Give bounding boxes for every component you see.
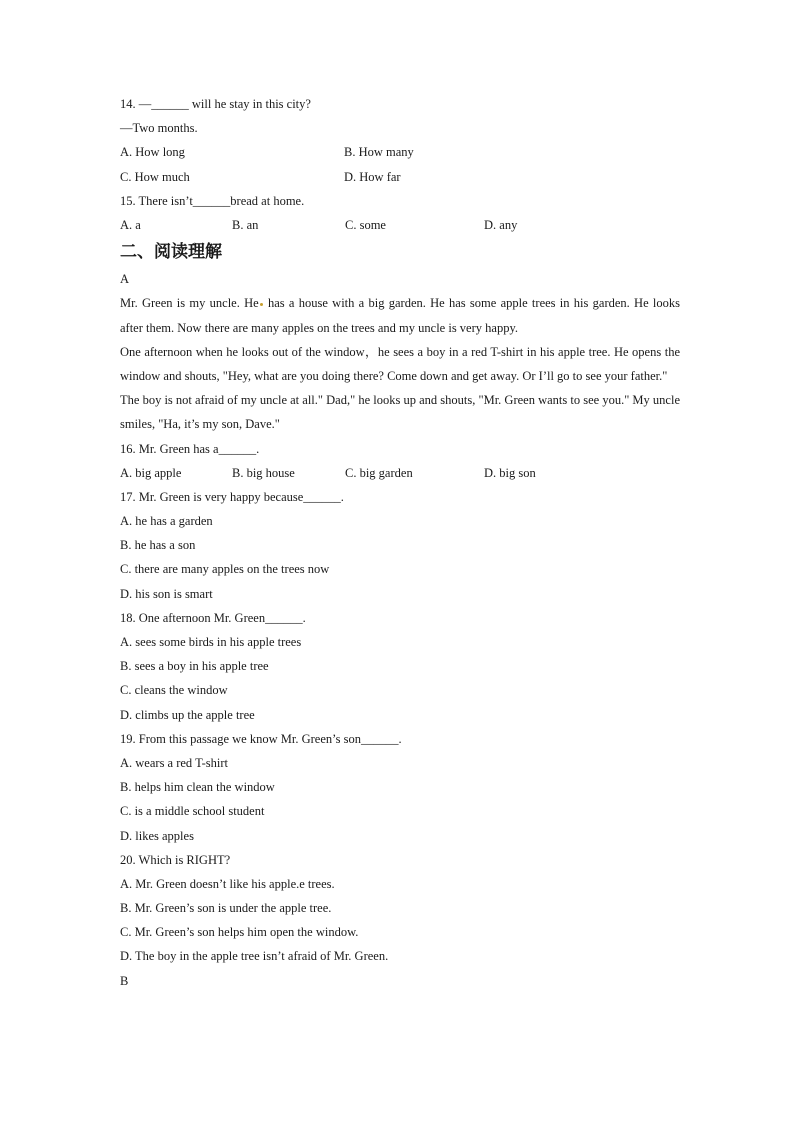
q14-option-a: A. How long	[120, 145, 185, 160]
q15-stem: 15. There isn’t______bread at home.	[120, 193, 305, 208]
q14-options-row2	[120, 165, 680, 189]
q16-option-c: C. big garden	[345, 465, 413, 480]
q14-option-c: C. How much	[120, 169, 190, 184]
q20-option-d: D. The boy in the apple tree isn’t afraid of Mr. Green.	[120, 949, 389, 964]
q17-option-a: A. he has a garden	[120, 514, 213, 529]
q17-option-b: B. he has a son	[120, 538, 196, 553]
passage-b-label: B	[120, 973, 129, 988]
q16-option-d: D. big son	[484, 465, 536, 480]
q16-option-a: A. big apple	[120, 465, 182, 480]
q17-option-c: C. there are many apples on the trees now	[120, 562, 330, 577]
q14-option-d: D. How far	[344, 169, 401, 184]
q19-option-d: D. likes apples	[120, 828, 194, 843]
passage-a-paragraph-1	[120, 291, 680, 339]
q15-option-d: D. any	[484, 217, 518, 232]
q17-option-d: D. his son is smart	[120, 586, 213, 601]
q18-stem: 18. One afternoon Mr. Green______.	[120, 610, 306, 625]
q14-options-row1	[120, 140, 680, 164]
q16-stem: 16. Mr. Green has a______.	[120, 441, 260, 456]
q16-option-b: B. big house	[232, 465, 295, 480]
q18-option-b: B. sees a boy in his apple tree	[120, 659, 269, 674]
passage-a-p1-part2: has a house with a big garden. He has some apple trees in his garden. He looks after them. Now there are many apples on the trees and my uncle is very happy.	[120, 296, 680, 335]
passage-a-paragraph-3: The boy is not afraid of my uncle at all." Dad," he looks up and shouts, "Mr. Green wants to see you." My uncle smiles, "Ha, it’s my son, Dave."	[120, 393, 680, 432]
passage-a-p1-part1: Mr. Green is my uncle. He	[120, 296, 259, 311]
q15-option-c: C. some	[345, 217, 386, 232]
passage-a-label: A	[120, 272, 130, 287]
document-page	[120, 92, 680, 993]
q18-option-a: A. sees some birds in his apple trees	[120, 635, 302, 650]
q14-answer-line: —Two months.	[120, 121, 198, 136]
q16-options	[120, 461, 680, 485]
q20-option-c: C. Mr. Green’s son helps him open the window.	[120, 925, 359, 940]
q19-option-a: A. wears a red T-shirt	[120, 755, 228, 770]
q15-options	[120, 213, 680, 237]
q20-option-b: B. Mr. Green’s son is under the apple tree.	[120, 901, 332, 916]
q18-option-c: C. cleans the window	[120, 683, 228, 698]
q19-option-b: B. helps him clean the window	[120, 780, 275, 795]
q20-stem: 20. Which is RIGHT?	[120, 852, 231, 867]
q19-stem: 19. From this passage we know Mr. Green’s son______.	[120, 731, 402, 746]
section-title-reading: 二、阅读理解	[120, 242, 222, 263]
q19-option-c: C. is a middle school student	[120, 804, 265, 819]
q18-option-d: D. climbs up the apple tree	[120, 707, 255, 722]
q15-option-a: A. a	[120, 217, 141, 232]
stray-mark	[260, 303, 263, 306]
q17-stem: 17. Mr. Green is very happy because______.	[120, 489, 344, 504]
q14-stem: 14. —______ will he stay in this city?	[120, 97, 311, 111]
q20-option-a: A. Mr. Green doesn’t like his apple.e trees.	[120, 876, 335, 891]
q14-option-b: B. How many	[344, 145, 414, 160]
passage-a-paragraph-2: One afternoon when he looks out of the window，he sees a boy in a red T-shirt in his apple tree. He opens the window and shouts, "Hey, what are you doing there? Come down and get away. Or I’ll go to see your father."	[120, 344, 680, 383]
q15-option-b: B. an	[232, 217, 259, 232]
